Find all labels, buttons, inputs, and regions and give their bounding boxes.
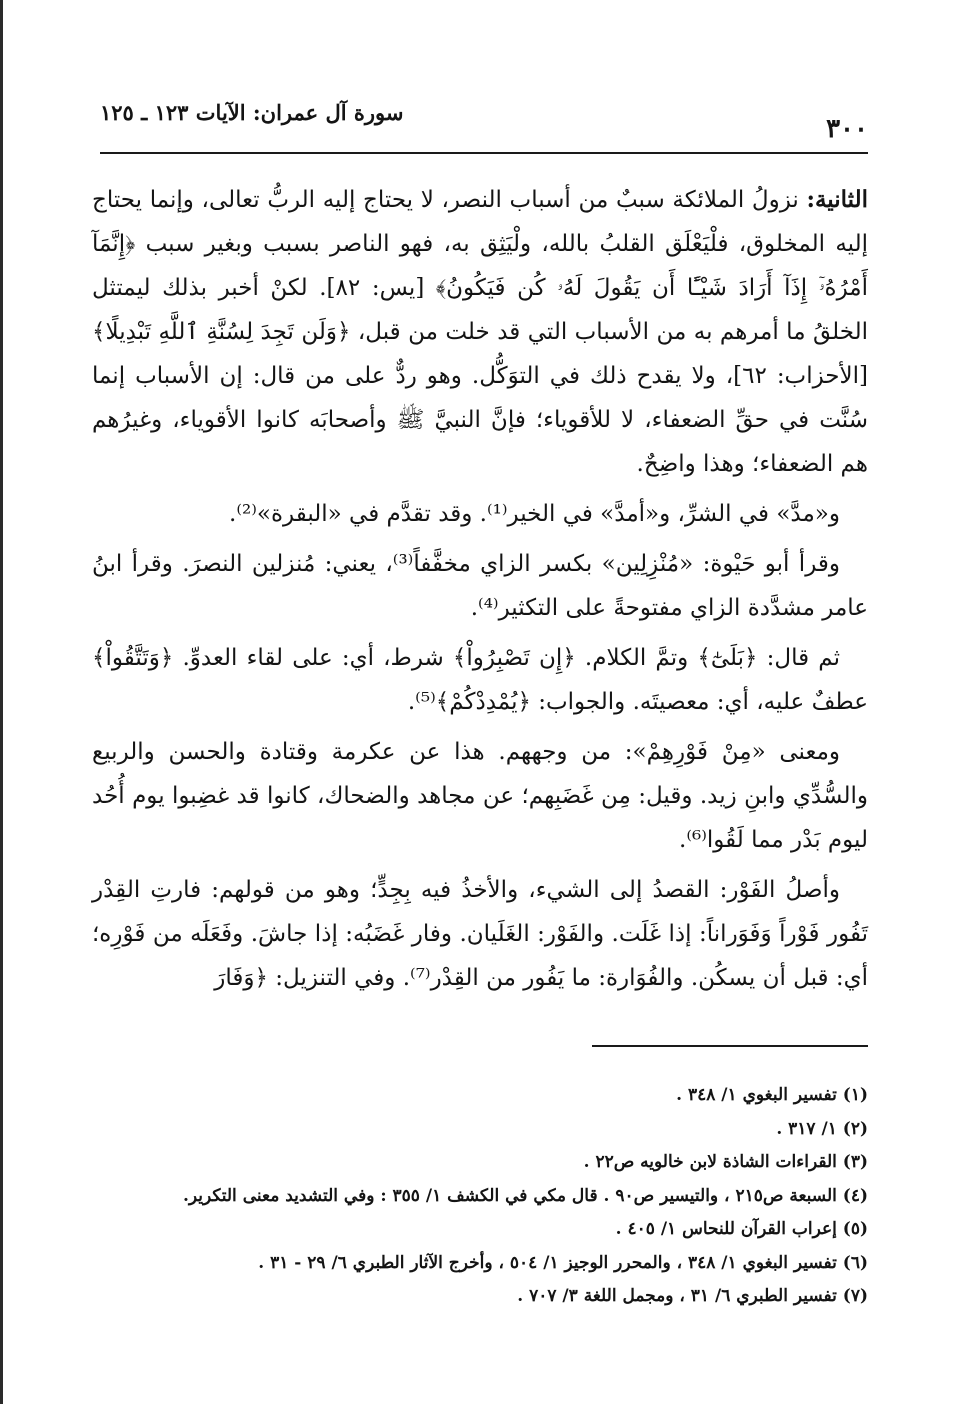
header-rule	[100, 152, 868, 154]
footnotes	[92, 1080, 868, 1315]
footnote: (٤) السبعة ص٢١٥ ، والتيسير ص٩٠ . قال مكي في الكشف ١/ ٣٥٥ : وفي التشديد معنى التكرير.	[182, 1185, 868, 1206]
paragraph-text: نزولُ الملائكة سببٌ من أسباب النصر، لا يحتاج إليه الربُّ تعالى، وإنما يحتاج إليه المخلوق، فلْيَعْلَق القلبُ بالله، ولْيَثِق به، فهو الناصر بسبب وبغير سبب ﴿إِنَّمَآ أَمْرُهُۥٓ إِذَآ أَرَادَ شَيْـًٔا أَن يَقُولَ لَهُۥ كُن فَيَكُونُ﴾ [يس: ٨٢]. لكنْ أخبر بذلك ليمتثل الخلقُ ما أمرهم به من الأسباب التي قد خلت من قبل، ﴿وَلَن تَجِدَ لِسُنَّةِ ٱللَّهِ تَبْدِيلًا﴾ [الأحزاب: ٦٢]، ولا يقدح ذلك في التوَكُّل. وهو ردٌّ على من قال: إن الأسباب إنما سُنَّت في حقِّ الضعفاء، لا للأقوياء؛ فإنَّ النبيَّ ﷺ وأصحابَه كانوا الأقوياء، وغيرُهم هم الضعفاء؛ وهذا واضِحٌ.	[92, 187, 868, 477]
paragraph: ثم قال: ﴿بَلَىٰٓ﴾ وتمَّ الكلام. ﴿إِن تَصْبِرُواْ﴾ شرط، أي: على لقاء العدوِّ. ﴿وَتَتَّقُواْ﴾ عطفٌ عليه، أي: معصيتَه. والجواب: ﴿يُمْدِدْكُمْ﴾⁽⁵⁾.	[92, 645, 868, 715]
page-header	[100, 96, 868, 148]
footnote: (٢) ١/ ٣١٧ .	[776, 1118, 868, 1139]
running-title: سورة آل عمران: الآيات ١٢٣ ـ ١٢٥	[100, 100, 404, 125]
footnote-divider	[592, 1045, 868, 1047]
main-text	[92, 178, 868, 1006]
footnote: (٦) تفسير البغوي ١/ ٣٤٨ ، والمحرر الوجيز ١/ ٥٠٤ ، وأخرج الآثار الطبري ٦/ ٢٩ - ٣١ .	[258, 1252, 868, 1273]
paragraph: ومعنى «مِنْ فَوْرِهِمْ»: من وجههم. هذا عن عكرمة وقتادة والحسن والربيع والسُّدِّي وابنِ زيد. وقيل: مِن غَضَبِهم؛ عن مجاهد والضحاك، كانوا قد غضِبوا يوم أُحُد ليوم بَدْر مما لَقُوا⁽⁶⁾.	[92, 739, 868, 853]
footnote: (٥) إعراب القرآن للنحاس ١/ ٤٠٥ .	[615, 1219, 868, 1239]
paragraph: و«مدَّ» في الشرِّ، و«أمدَّ» في الخير⁽¹⁾. وقد تقدَّم في «البقرة»⁽²⁾.	[229, 501, 840, 527]
footnote: (٧) تفسير الطبري ٦/ ٣١ ، ومجمل اللغة ٣/ ٧٠٧ .	[517, 1286, 868, 1306]
page-number: ٣٠٠	[826, 114, 868, 144]
footnote: (٣) القراءات الشاذة لابن خالويه ص٢٢ .	[583, 1152, 868, 1172]
paragraph-lead: الثانية:	[806, 186, 868, 213]
paragraph	[92, 178, 868, 486]
footnote: (١) تفسير البغوي ١/ ٣٤٨ .	[676, 1085, 868, 1105]
paragraph: وأصلُ الفَوْر: القصدُ إلى الشيء، والأخذُ فيه بِجِدٍّ؛ وهو من قولهم: فارتِ القِدْر تَفُور فَوْراً وَفَوَراناً: إذا غَلَت. والفَوْر: الغَلَيان. وفار غَضَبُه: إذا جاشَ. وفَعَلَه من فَوْرِه؛ أي: قبل أن يسكُن. والفُوَارة: ما يَفُور من القِدْر⁽⁷⁾. وفي التنزيل: ﴿وَفَارَ	[92, 877, 868, 991]
paragraph: وقرأ أبو حَيْوة: «مُنْزِلِين» بكسر الزاي مخفَّفاً⁽³⁾، يعني: مُنزلين النصرَ. وقرأ ابنُ عامر مشدَّدة الزاي مفتوحةً على التكثير⁽⁴⁾.	[92, 551, 868, 621]
page-edge-rule	[0, 0, 3, 1404]
